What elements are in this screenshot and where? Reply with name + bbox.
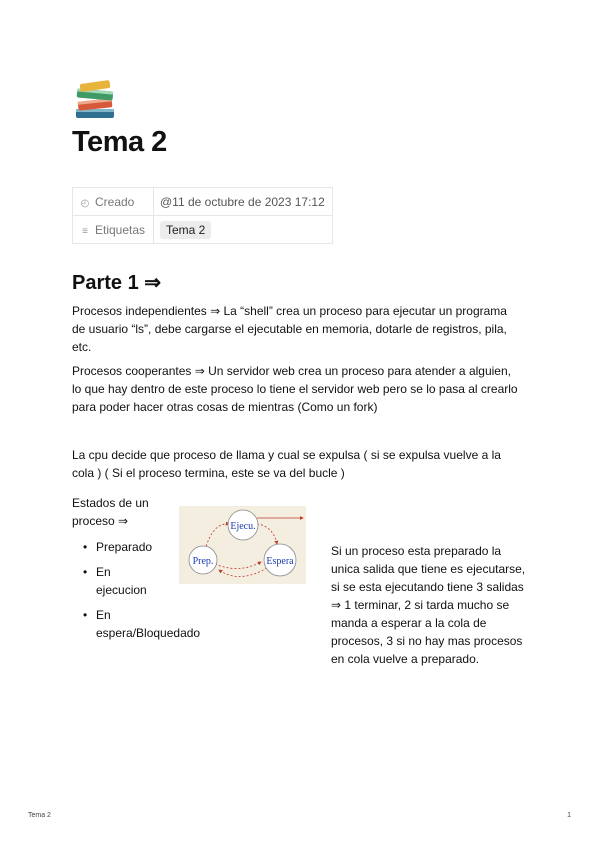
process-states-diagram — [179, 506, 306, 584]
clock-icon: ◴ — [80, 197, 90, 209]
footer-page-number: 1 — [567, 812, 571, 819]
paragraph-independent: Procesos independientes ⇒ La “shell” crea un proceso para ejecutar un programa de usuario “ls”, debe cargarse el ejecutable en memoria, dotarle de registros, pila, etc. — [72, 304, 507, 354]
section-heading: Parte 1 ⇒ — [72, 272, 162, 294]
list-item: • En espera/Bloquedado — [96, 606, 196, 642]
footer-title: Tema 2 — [28, 812, 51, 819]
property-value-tags — [154, 216, 333, 244]
property-key-tags: ≡ Etiquetas — [73, 216, 154, 244]
side-note: Si un proceso esta preparado la unica salida que tiene es ejecutarse, si se esta ejecutando tiene 3 salidas ⇒ 1 terminar, 2 si tarda mucho se manda a esperar a la cola de procesos, 3 si no hay mas procesos en cola vuelve a preparado. — [331, 544, 526, 666]
list-item: • Preparado — [96, 538, 196, 556]
paragraph-cpu: La cpu decide que proceso de llama y cual se expulsa ( si se expulsa vuelve a la cola ) ( Si el proceso termina, este se va del bucle ) — [72, 448, 501, 480]
page-title: Tema 2 — [72, 126, 167, 158]
states-intro: Estados de un proceso ⇒ — [72, 496, 149, 528]
list-item: • En ejecucion — [96, 563, 196, 599]
books-icon — [72, 80, 118, 120]
tag-badge[interactable]: Tema 2 — [160, 221, 211, 239]
property-key-created: ◴ Creado — [73, 188, 154, 216]
diagram-label-ejecu: Ejecu. — [230, 521, 256, 532]
diagram-label-prep: Prep. — [192, 556, 214, 567]
list-icon: ≡ — [82, 225, 88, 237]
paragraph-cooperating: Procesos cooperantes ⇒ Un servidor web crea un proceso para atender a alguien, lo que hay dentro de este proceso lo tiene el servidor web pero se lo pasa al crearlo para poder hacer otras cosas de mientras (Como un fork) — [72, 364, 518, 414]
property-row-tags — [73, 216, 333, 244]
property-row-created — [73, 188, 333, 216]
properties-table — [72, 187, 333, 244]
diagram-label-espera: Espera — [266, 556, 294, 567]
property-value-created: @11 de octubre de 2023 17:12 — [154, 188, 333, 216]
